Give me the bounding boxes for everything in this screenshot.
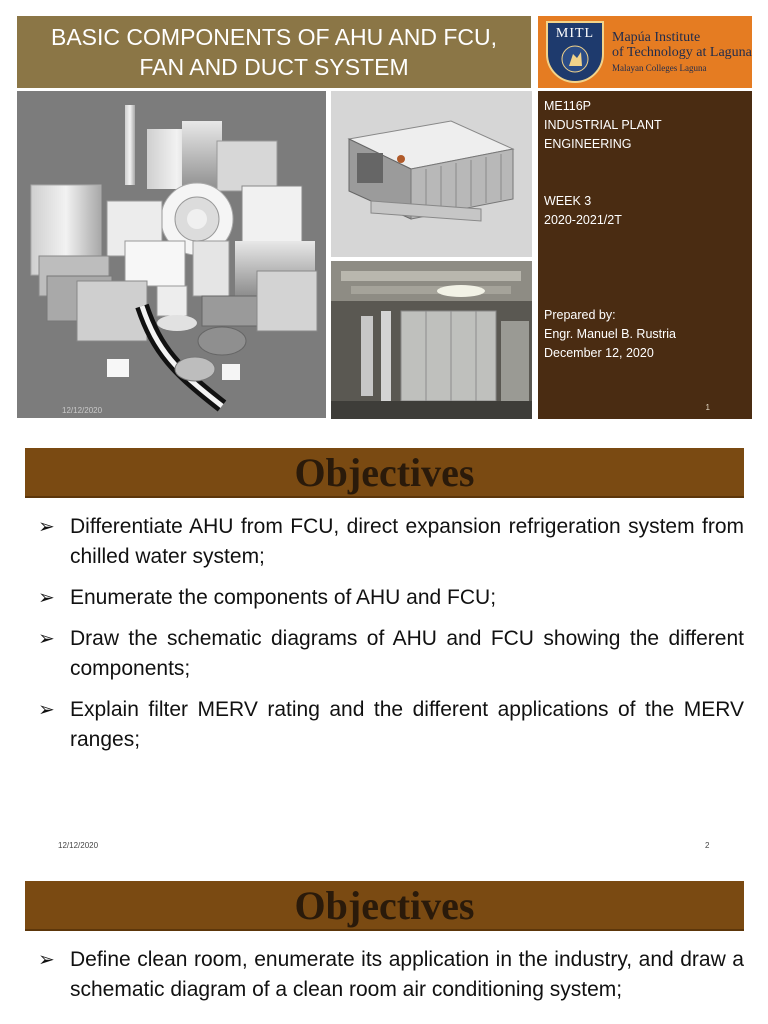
logo-line2: of Technology at Laguna xyxy=(612,45,752,60)
arrow-bullet-icon: ➢ xyxy=(38,949,55,971)
objective-item: ➢ Explain filter MERV rating and the different applications of the MERV ranges; xyxy=(38,695,744,755)
arrow-bullet-icon: ➢ xyxy=(38,628,55,650)
duct-components-photo xyxy=(17,91,326,418)
objective-item: ➢ Differentiate AHU from FCU, direct expansion refrigeration system from chilled water system; xyxy=(38,512,744,572)
air-handling-unit-photo xyxy=(331,261,532,419)
arrow-bullet-icon: ➢ xyxy=(38,699,55,721)
course-info-panel xyxy=(538,91,752,419)
objective-item: ➢ Enumerate the components of AHU and FCU; xyxy=(38,583,744,613)
slide-number: 1 xyxy=(705,403,710,412)
prepared-by-label: Prepared by: xyxy=(544,308,616,322)
course-code: ME116P xyxy=(544,99,592,113)
title-slide xyxy=(0,0,768,432)
slide-footer-date: 12/12/2020 xyxy=(62,406,103,415)
course-name-line1: INDUSTRIAL PLANT xyxy=(544,118,662,132)
slide-number: 2 xyxy=(705,841,710,850)
slide-footer-date: 12/12/2020 xyxy=(58,841,99,850)
objectives-heading-bar xyxy=(25,448,744,498)
term-label: 2020-2021/2T xyxy=(544,213,622,227)
objectives-list xyxy=(38,945,744,1016)
slide-title: BASIC COMPONENTS OF AHU AND FCU, FAN AND DUCT SYSTEM xyxy=(17,16,531,88)
objectives-heading-bar xyxy=(25,881,744,931)
objective-item: ➢ Define clean room, enumerate its application in the industry, and draw a schematic diagram of a clean room air conditioning system; xyxy=(38,945,744,1005)
seal-figure-icon xyxy=(560,44,590,74)
arrow-bullet-icon: ➢ xyxy=(38,587,55,609)
objectives-heading: Objectives xyxy=(294,449,475,495)
author-name: Engr. Manuel B. Rustria xyxy=(544,327,677,341)
school-seal-icon xyxy=(546,21,604,83)
week-label: WEEK 3 xyxy=(544,194,592,208)
course-name-line2: ENGINEERING xyxy=(544,137,632,151)
presentation-date: December 12, 2020 xyxy=(544,346,654,360)
arrow-bullet-icon: ➢ xyxy=(38,516,55,538)
objective-item: ➢ Draw the schematic diagrams of AHU and FCU showing the different components; xyxy=(38,624,744,684)
logo-line1: Mapúa Institute xyxy=(612,30,701,45)
objectives-heading: Objectives xyxy=(294,882,475,928)
objectives-list xyxy=(38,512,744,766)
logo-abbr: MITL xyxy=(555,26,595,41)
logo-line3: Malayan Colleges Laguna xyxy=(612,63,707,73)
fan-coil-unit-photo xyxy=(331,91,532,257)
school-logo xyxy=(538,16,752,88)
